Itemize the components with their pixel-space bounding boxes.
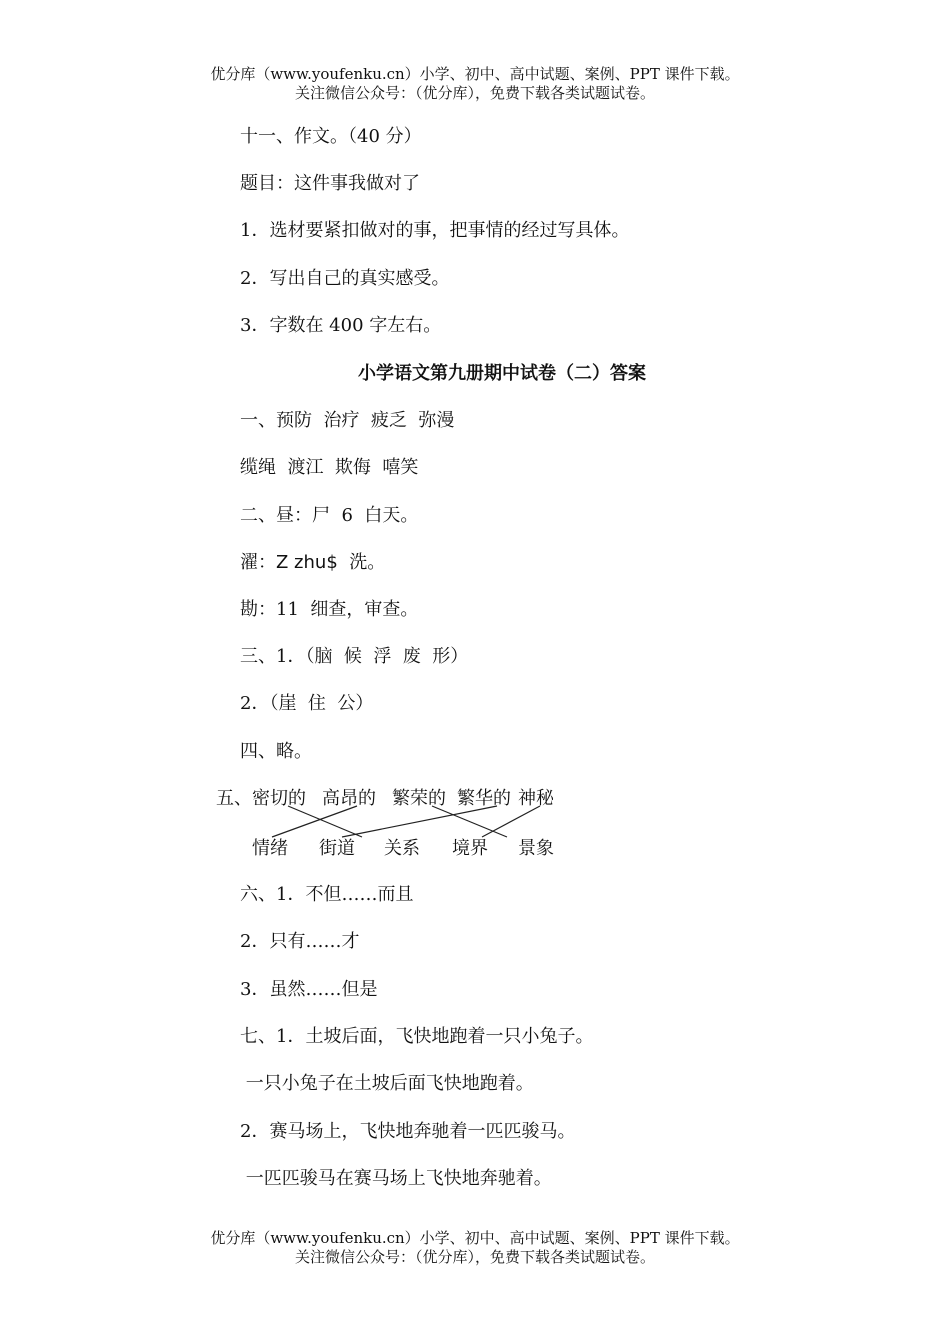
answer-6-line-1: 六、1．不但……而且 — [240, 884, 414, 905]
answer-2-meaning: 洗。 — [337, 552, 386, 573]
composition-requirement-1: 1．选材要紧扣做对的事，把事情的经过写具体。 — [240, 220, 630, 241]
answer-7-line-2: 一只小兔子在土坡后面飞快地跑着。 — [240, 1073, 534, 1094]
match-line-4 — [342, 806, 497, 837]
composition-heading: 十一、作文。（40 分） — [240, 126, 422, 147]
match-line-5 — [482, 806, 540, 837]
match-top-word-2: 高昂的 — [322, 788, 376, 809]
page-header — [0, 65, 950, 103]
answer-2-char: 濯： — [240, 552, 276, 573]
composition-requirement-2: 2．写出自己的真实感受。 — [240, 268, 450, 289]
answer-2-line-1: 二、昼：尸 6 白天。 — [240, 505, 419, 526]
match-bottom-word-3: 关系 — [384, 838, 420, 859]
answer-2-line-2 — [240, 552, 385, 574]
match-top-word-5: 神秘 — [518, 788, 554, 809]
match-bottom-word-4: 境界 — [452, 838, 488, 859]
answer-6-line-2: 2．只有……才 — [240, 931, 360, 952]
match-top-word-1: 五、密切的 — [216, 788, 306, 809]
header-line-2: 关注微信公众号：（优分库），免费下载各类试题试卷。 — [294, 84, 655, 102]
footer-line-1: 优分库（www.youfenku.cn）小学、初中、高中试题、案例、PPT 课件下载。 — [210, 1229, 740, 1247]
answer-7-line-4: 一匹匹骏马在赛马场上飞快地奔驰着。 — [240, 1168, 552, 1189]
answer-2-line-3: 勘：11 细查，审查。 — [240, 599, 419, 620]
footer-line-2: 关注微信公众号：（优分库），免费下载各类试题试卷。 — [294, 1248, 655, 1266]
answer-title: 小学语文第九册期中试卷（二）答案 — [358, 363, 646, 384]
word-matching-figure — [212, 782, 562, 862]
answer-7-line-1: 七、1．土坡后面，飞快地跑着一只小兔子。 — [240, 1026, 594, 1047]
match-bottom-word-5: 景象 — [518, 838, 554, 859]
page-footer — [0, 1229, 950, 1267]
match-bottom-word-2: 街道 — [319, 838, 355, 859]
answer-3-line-2: 2．（崖 住 公） — [240, 693, 374, 714]
match-line-3 — [432, 806, 507, 837]
answer-7-line-3: 2．赛马场上，飞快地奔驰着一匹匹骏马。 — [240, 1121, 576, 1142]
answer-2-pinyin: Z zhu$ — [276, 552, 338, 573]
match-bottom-word-1: 情绪 — [252, 838, 288, 859]
match-top-word-4: 繁华的 — [457, 788, 511, 809]
answer-1-line-1: 一、预防 治疗 疲乏 弥漫 — [240, 410, 455, 431]
answer-6-line-3: 3．虽然……但是 — [240, 979, 378, 1000]
matching-lines — [272, 806, 540, 837]
composition-topic: 题目：这件事我做对了 — [240, 173, 420, 194]
match-line-1 — [288, 806, 362, 837]
answer-4: 四、略。 — [240, 741, 312, 762]
answer-3-line-1: 三、1．（脑 候 浮 废 形） — [240, 646, 469, 667]
composition-requirement-3: 3．字数在 400 字左右。 — [240, 315, 442, 336]
header-line-1: 优分库（www.youfenku.cn）小学、初中、高中试题、案例、PPT 课件下载。 — [210, 65, 740, 83]
answer-1-line-2: 缆绳 渡江 欺侮 嘻笑 — [240, 457, 419, 478]
match-top-word-3: 繁荣的 — [392, 788, 446, 809]
match-line-2 — [272, 806, 357, 837]
